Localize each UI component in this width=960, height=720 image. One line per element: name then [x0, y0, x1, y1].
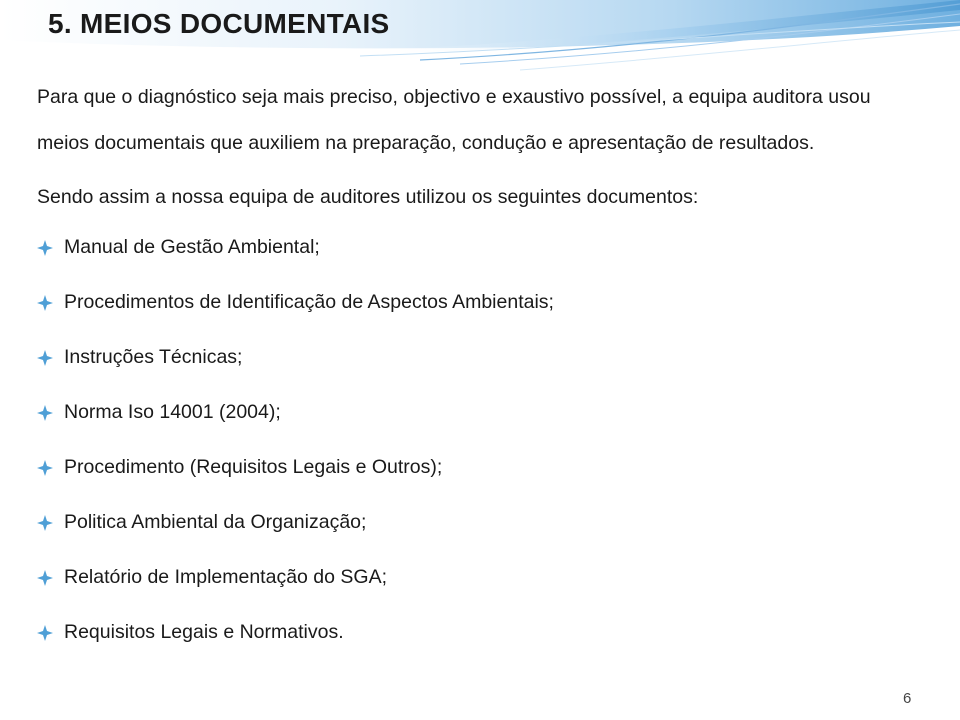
documents-list: [37, 220, 917, 660]
list-item: [37, 220, 917, 275]
page-number: 6: [903, 690, 912, 707]
list-item: [37, 275, 917, 330]
diamond-star-icon: [37, 350, 53, 366]
list-item: [37, 385, 917, 440]
diamond-star-icon: [37, 240, 53, 256]
list-item-label: Procedimentos de Identificação de Aspectos Ambientais;: [64, 291, 554, 313]
diamond-star-icon: [37, 295, 53, 311]
intro-paragraph: Para que o diagnóstico seja mais preciso, objectivo e exaustivo possível, a equipa auditora usou meios documentais que auxiliem na preparação, condução e apresentação de resultados.: [37, 86, 871, 154]
list-item: [37, 605, 917, 660]
list-item-label: Procedimento (Requisitos Legais e Outros);: [64, 456, 443, 478]
list-item-label: Relatório de Implementação do SGA;: [64, 566, 388, 588]
list-item: [37, 330, 917, 385]
list-item: [37, 440, 917, 495]
diamond-star-icon: [37, 570, 53, 586]
list-item-label: Politica Ambiental da Organização;: [64, 511, 367, 533]
list-item: [37, 550, 917, 605]
slide-body: [37, 74, 917, 660]
list-item-label: Requisitos Legais e Normativos.: [64, 621, 344, 643]
diamond-star-icon: [37, 625, 53, 641]
diamond-star-icon: [37, 515, 53, 531]
list-item: [37, 495, 917, 550]
list-item-label: Instruções Técnicas;: [64, 346, 243, 368]
diamond-star-icon: [37, 460, 53, 476]
slide-title: 5. MEIOS DOCUMENTAIS: [48, 8, 390, 39]
list-item-label: Norma Iso 14001 (2004);: [64, 401, 281, 423]
lead-paragraph: Sendo assim a nossa equipa de auditores utilizou os seguintes documentos:: [37, 186, 699, 208]
list-item-label: Manual de Gestão Ambiental;: [64, 236, 320, 258]
diamond-star-icon: [37, 405, 53, 421]
